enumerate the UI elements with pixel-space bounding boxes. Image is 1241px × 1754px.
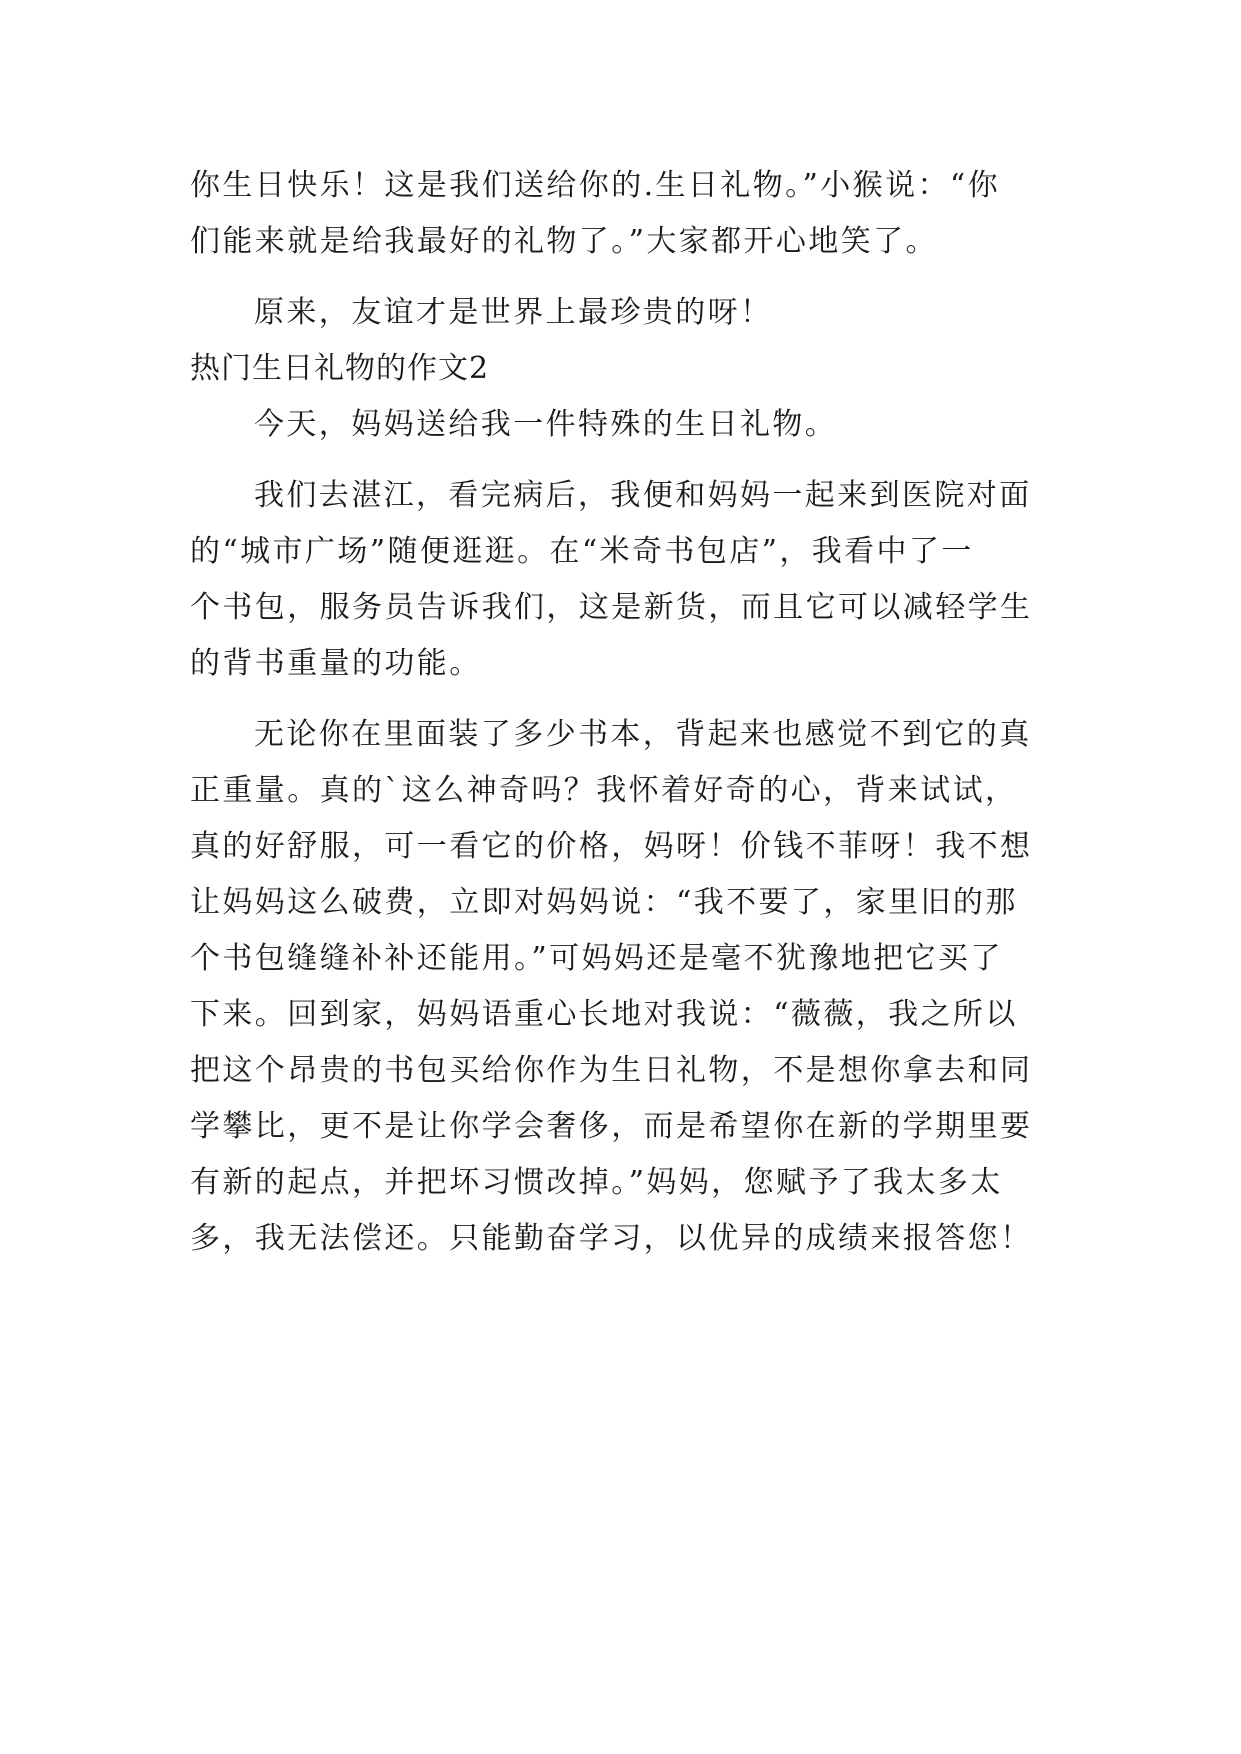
- paragraph-line: 你生日快乐！这是我们送给你的.生日礼物。”小猴说：“你: [190, 168, 1001, 203]
- paragraph-line: 的“城市广场”随便逛逛。在“米奇书包店”，我看中了一: [190, 534, 974, 569]
- paragraph-line: 真的好舒服，可一看它的价格，妈呀！价钱不菲呀！我不想: [190, 829, 1033, 864]
- paragraph-line: 有新的起点，并把坏习惯改掉。”妈妈，您赋予了我太多太: [190, 1165, 1003, 1200]
- paragraph-line: 们能来就是给我最好的礼物了。”大家都开心地笑了。: [190, 224, 938, 259]
- section-heading: 热门生日礼物的作文2: [190, 351, 490, 386]
- paragraph-line: 正重量。真的`这么神奇吗？我怀着好奇的心，背来试试，: [190, 773, 1018, 808]
- paragraph-line: 让妈妈这么破费，立即对妈妈说：“我不要了，家里旧的那: [190, 885, 1018, 920]
- paragraph-line: 今天，妈妈送给我一件特殊的生日礼物。: [254, 407, 838, 442]
- paragraph-line: 学攀比，更不是让你学会奢侈，而是希望你在新的学期里要: [190, 1109, 1033, 1144]
- paragraph-line: 个书包，服务员告诉我们，这是新货，而且它可以减轻学生: [190, 590, 1033, 625]
- paragraph-line: 原来，友谊才是世界上最珍贵的呀！: [254, 295, 773, 330]
- paragraph-line: 的背书重量的功能。: [190, 646, 482, 681]
- paragraph-line: 无论你在里面装了多少书本，背起来也感觉不到它的真: [254, 717, 1032, 752]
- paragraph-line: 把这个昂贵的书包买给你作为生日礼物，不是想你拿去和同: [190, 1053, 1033, 1088]
- paragraph-line: 下来。回到家，妈妈语重心长地对我说：“薇薇，我之所以: [190, 997, 1018, 1032]
- paragraph-line: 我们去湛江，看完病后，我便和妈妈一起来到医院对面: [254, 478, 1032, 513]
- paragraph-line: 多，我无法偿还。只能勤奋学习，以优异的成绩来报答您！: [190, 1221, 1033, 1256]
- document-body: [190, 158, 1070, 1267]
- paragraph-line: 个书包缝缝补补还能用。”可妈妈还是毫不犹豫地把它买了: [190, 941, 1003, 976]
